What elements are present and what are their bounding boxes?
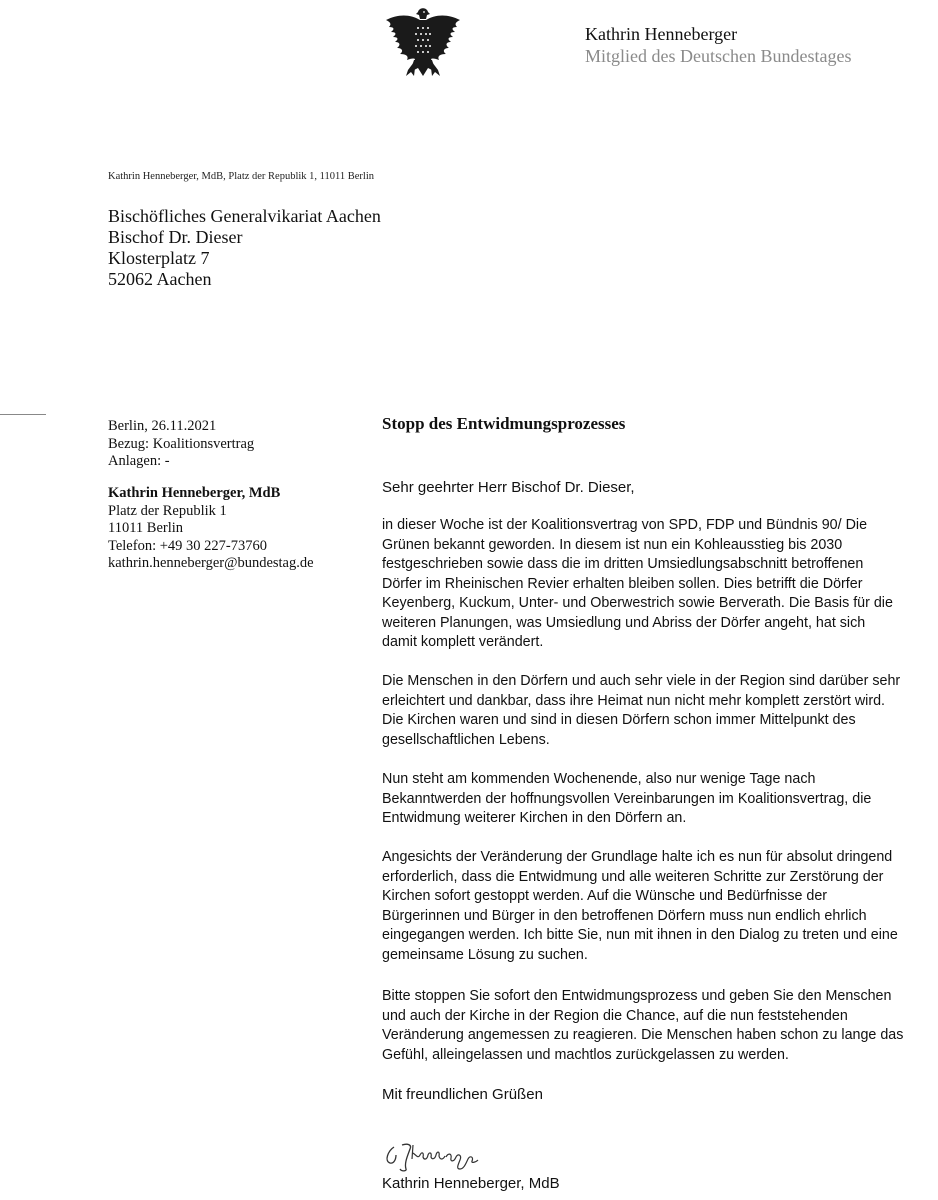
recipient-address	[108, 206, 381, 290]
body-line: erforderlich, dass die Entwidmung und alle weiteren Schritte zur Zerstörung der	[382, 868, 884, 885]
body-line: Veränderung angemessen zu reagieren. Die Menschen haben schon zu lange das	[382, 1027, 904, 1043]
body-line: Die Menschen in den Dörfern und auch sehr viele in der Region sind darüber sehr	[382, 673, 901, 689]
contact-phone: Telefon: +49 30 227-73760	[108, 537, 267, 554]
body-line: Kirchen sofort gestoppt werden. Auf die Wünsche und Bedürfnisse der	[382, 888, 828, 904]
letterhead-name: Kathrin Henneberger	[585, 24, 738, 44]
sender-return-line: Kathrin Henneberger, MdB, Platz der Republik 1, 11011 Berlin	[108, 171, 375, 182]
letter-date: Berlin, 26.11.2021	[108, 418, 217, 434]
letter-reference: Bezug: Koalitionsvertrag	[108, 435, 255, 452]
body-line: Entwidmung weiterer Kirchen in den Dörfern an.	[382, 810, 687, 826]
recipient-line: 52062 Aachen	[108, 269, 212, 289]
sender-contact	[108, 485, 314, 573]
recipient-line: Klosterplatz 7	[108, 248, 210, 268]
closing: Mit freundlichen Grüßen	[382, 1086, 543, 1103]
body-line: Grünen bekannt geworden. In diesem ist nun ein Kohleausstieg bis 2030	[382, 536, 843, 553]
contact-street: Platz der Republik 1	[108, 502, 227, 519]
salutation: Sehr geehrter Herr Bischof Dr. Dieser,	[382, 479, 635, 496]
recipient-line: Bischof Dr. Dieser	[108, 227, 243, 247]
body-line: gesellschaftlichen Lebens.	[382, 731, 550, 748]
body-line: festgeschrieben sowie dass die im dritten Umsiedlungsabschnitt betroffenen	[382, 556, 864, 572]
body-paragraph	[382, 516, 922, 653]
signer-name: Kathrin Henneberger, MdB	[382, 1175, 560, 1192]
bundestag-eagle-icon	[380, 6, 466, 82]
body-line: eingegangen werden. Ich bitte Sie, nun mit ihnen in den Dialog zu treten und eine	[382, 927, 898, 943]
fold-mark	[0, 414, 46, 415]
letter-meta	[108, 418, 254, 471]
body-line: weiteren Planungen, was Umsiedlung und Abriss der Dörfer angeht, hat sich	[382, 614, 866, 631]
body-paragraph	[382, 770, 922, 829]
letterhead-subtitle: Mitglied des Deutschen Bundestages	[585, 46, 852, 66]
contact-city: 11011 Berlin	[108, 520, 184, 536]
handwritten-signature	[382, 1133, 522, 1173]
body-line: Die Kirchen waren und sind in diesen Dörfern schon immer Mittelpunkt des	[382, 712, 856, 728]
body-line: Angesichts der Veränderung der Grundlage halte ich es nun für absolut dringend	[382, 849, 893, 865]
body-line: gemeinsame Lösung zu suchen.	[382, 946, 588, 963]
letter-attachments: Anlagen: -	[108, 453, 170, 469]
body-line: Keyenberg, Kuckum, Unter- und Oberwestrich sowie Berverath. Die Basis für die	[382, 595, 893, 611]
body-line: in dieser Woche ist der Koalitionsvertrag von SPD, FDP und Bündnis 90/ Die	[382, 517, 868, 533]
contact-name: Kathrin Henneberger, MdB	[108, 485, 281, 501]
letter-subject: Stopp des Entwidmungsprozesses	[382, 414, 626, 433]
body-line: damit komplett verändert.	[382, 634, 544, 650]
contact-email: kathrin.henneberger@bundestag.de	[108, 555, 314, 571]
body-line: Nun steht am kommenden Wochenende, also nur wenige Tage nach	[382, 771, 816, 787]
body-paragraph	[382, 848, 922, 965]
body-line: Dörfer im Rheinischen Revier erhalten bleiben sollen. Dies betrifft die Dörfer	[382, 575, 863, 592]
body-line: Bitte stoppen Sie sofort den Entwidmungsprozess und geben Sie den Menschen	[382, 988, 892, 1004]
body-line: Gefühl, alleingelassen und machtlos zurückgelassen zu werden.	[382, 1046, 789, 1063]
recipient-line: Bischöfliches Generalvikariat Aachen	[108, 206, 381, 226]
body-line: Bekanntwerden der hoffnungsvollen Vereinbarungen im Koalitionsvertrag, die	[382, 790, 872, 807]
body-paragraph	[382, 672, 922, 750]
body-paragraph	[382, 987, 922, 1065]
body-line: Bürgerinnen und Bürger in den betroffenen Dörfern muss nun endlich ehrlich	[382, 907, 867, 924]
body-line: erleichtert und dankbar, dass ihre Heimat nun nicht mehr komplett zerstört wird.	[382, 692, 886, 709]
body-line: und auch der Kirche in der Region die Chance, auf die nun feststehenden	[382, 1007, 848, 1024]
